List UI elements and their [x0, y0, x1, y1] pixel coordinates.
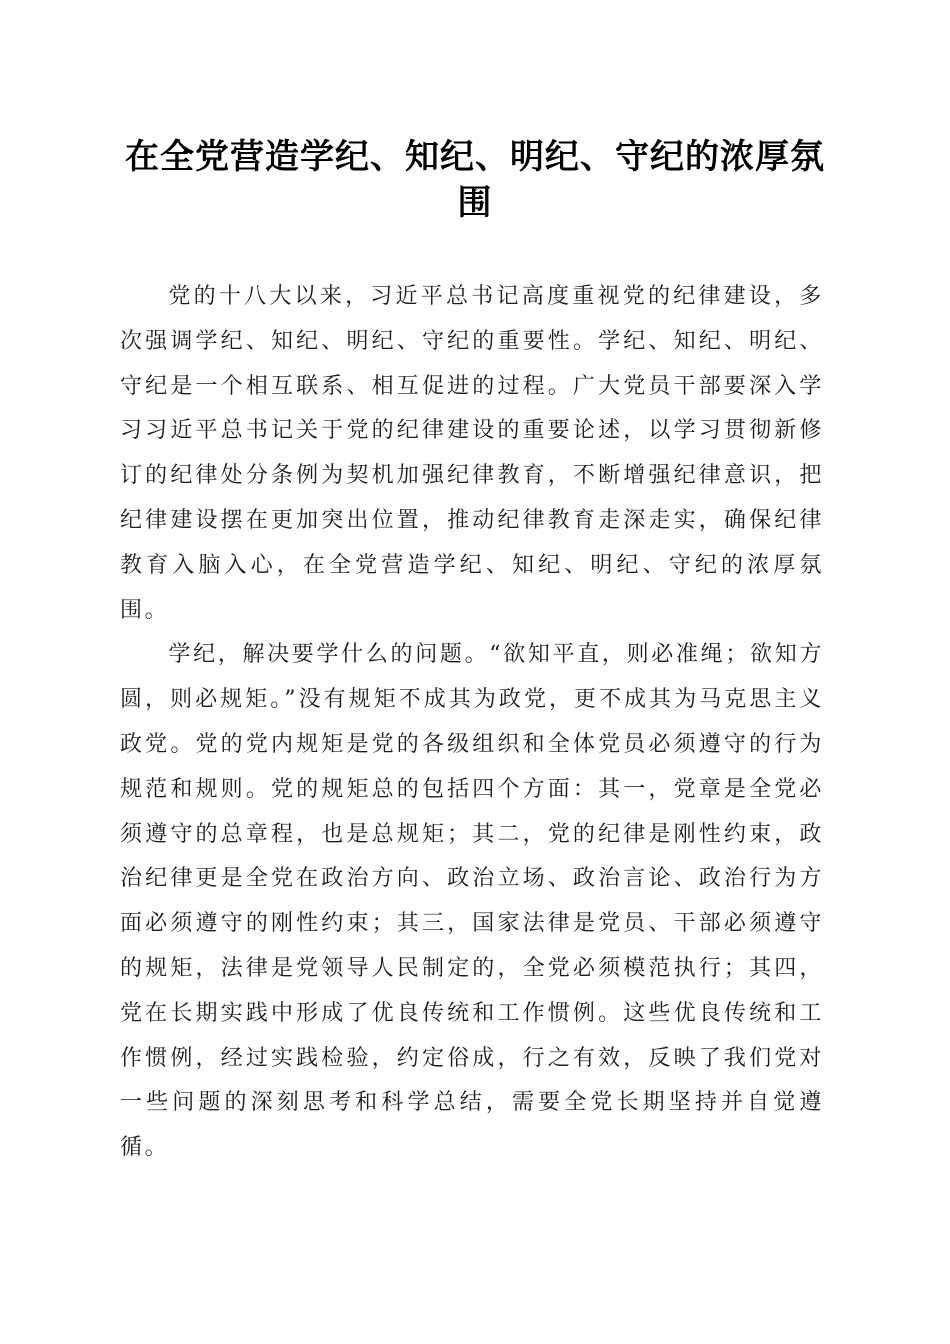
- paragraph-intro: 党的十八大以来，习近平总书记高度重视党的纪律建设，多次强调学纪、知纪、明纪、守纪的重要性。学纪、知纪、明纪、守纪是一个相互联系、相互促进的过程。广大党员干部要深入学习习近平总书记关于党的纪律建设的重要论述，以学习贯彻新修订的纪律处分条例为契机加强纪律教育，不断增强纪律意识，把纪律建设摆在更加突出位置，推动纪律教育走深走实，确保纪律教育入脑入心，在全党营造学纪、知纪、明纪、守纪的浓厚氛围。: [120, 284, 824, 623]
- document-body: [120, 275, 824, 1171]
- document-title: 在全党营造学纪、知纪、明纪、守纪的浓厚氛围: [125, 137, 825, 223]
- paragraph-xueji: 学纪，解决要学什么的问题。“欲知平直，则必准绳；欲知方圆，则必规矩。”没有规矩不成其为政党，更不成其为马克思主义政党。党的党内规矩是党的各级组织和全体党员必须遵守的行为规范和规则。党的规矩总的包括四个方面：其一，党章是全党必须遵守的总章程，也是总规矩；其二，党的纪律是刚性约束，政治纪律更是全党在政治方向、政治立场、政治言论、政治行为方面必须遵守的刚性约束；其三，国家法律是党员、干部必须遵守的规矩，法律是党领导人民制定的，全党必须模范执行；其四，党在长期实践中形成了优良传统和工作惯例。这些优良传统和工作惯例，经过实践检验，约定俗成，行之有效，反映了我们党对一些问题的深刻思考和科学总结，需要全党长期坚持并自觉遵循。: [120, 642, 824, 1161]
